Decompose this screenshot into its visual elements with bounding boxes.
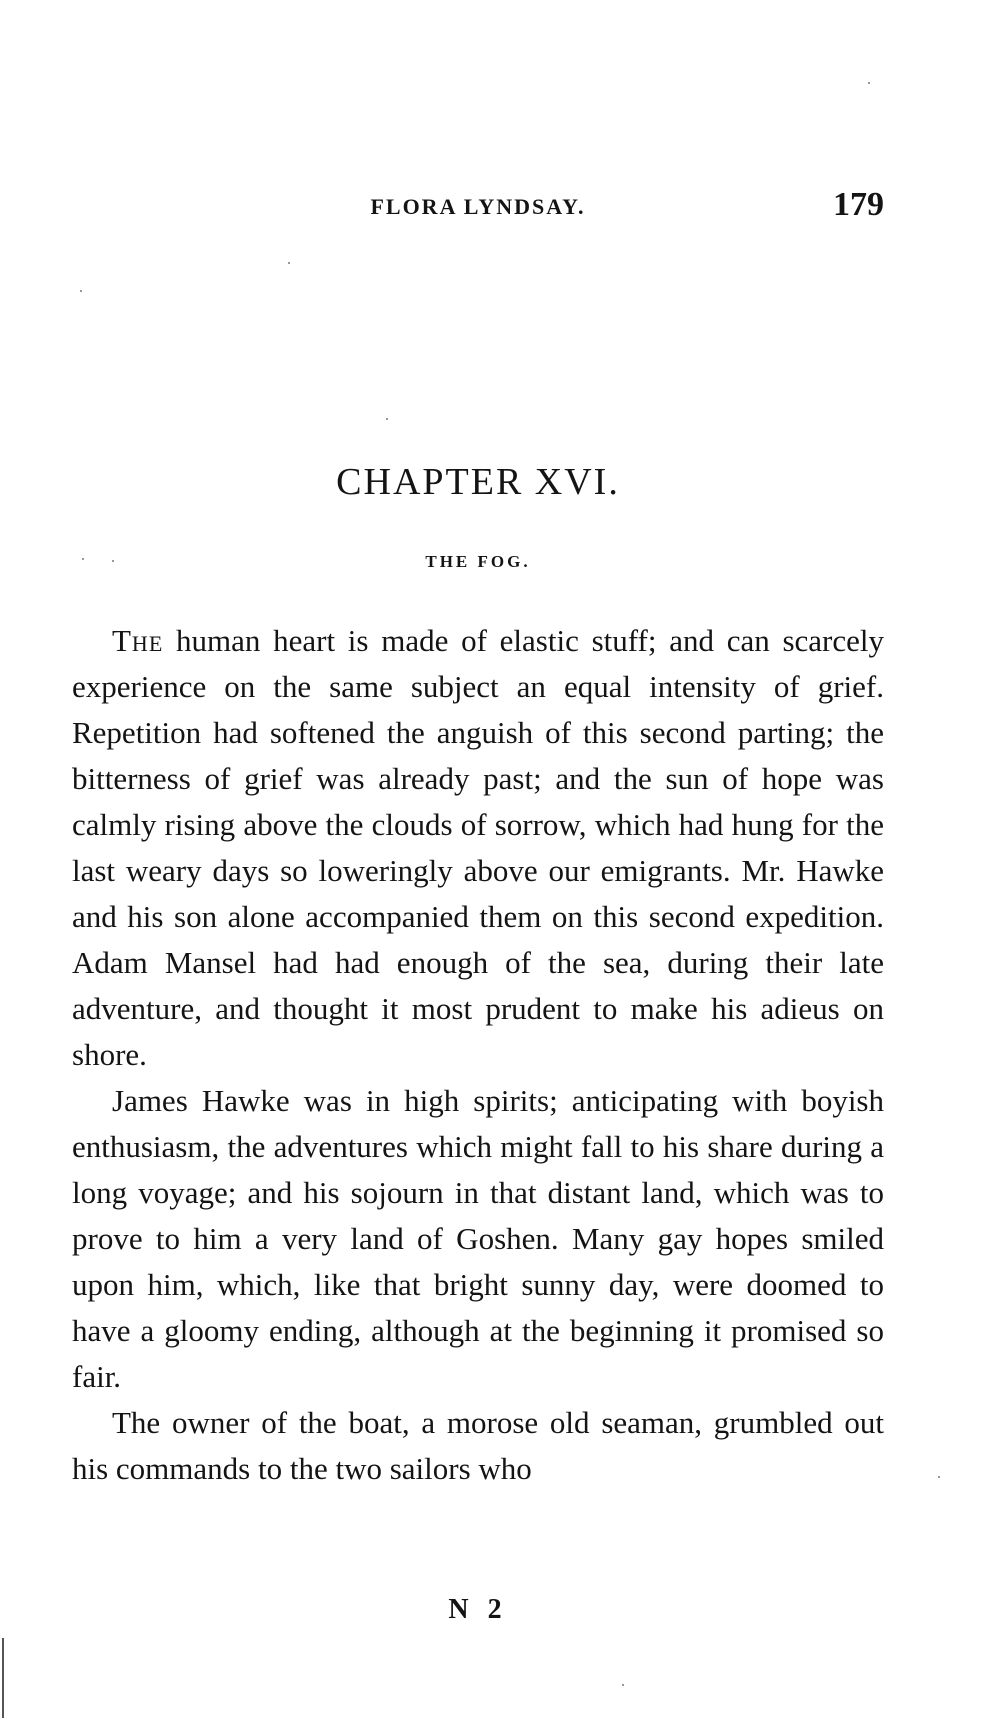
scan-speck [868, 82, 870, 84]
scan-speck [80, 290, 82, 292]
running-head [72, 186, 884, 230]
scan-speck [386, 418, 388, 420]
scan-speck [82, 558, 84, 560]
scan-speck [938, 1476, 940, 1478]
paragraph-1 [72, 618, 884, 1078]
paragraph-1-text: human heart is made of elastic stuff; and can scarcely experience on the same subject an equal intensity of grief. Repetition had softened the anguish of this second parting; the bitterness of grief was already past; and the sun of hope was calmly rising above the clouds of sorrow, which had hung for the last weary days so loweringly above our emigrants. Mr. Hawke and his son alone accompanied them on this second expedition. Adam Mansel had had enough of the sea, during their late adventure, and thought it most prudent to make his adieus on shore. [72, 623, 884, 1072]
paragraph-2: James Hawke was in high spirits; anticipating with boyish enthusiasm, the adventures which might fall to his share during a long voyage; and his sojourn in that distant land, which was to prove to him a very land of Goshen. Many gay hopes smiled upon him, which, like that bright sunny day, were doomed to have a gloomy ending, although at the beginning it promised so fair. [72, 1083, 884, 1394]
scan-speck [622, 1684, 624, 1686]
chapter-subtitle: THE FOG. [425, 552, 531, 571]
body-text [72, 618, 884, 1492]
scan-edge-line [2, 1638, 4, 1718]
scan-speck [288, 262, 290, 264]
running-title: FLORA LYNDSAY. [370, 194, 586, 219]
paragraph-1-lead-word: The [112, 623, 164, 658]
chapter-heading: CHAPTER XVI. [336, 461, 620, 503]
signature-mark: N 2 [448, 1594, 508, 1625]
page-number: 179 [833, 186, 884, 223]
scan-speck [112, 560, 114, 562]
paragraph-3: The owner of the boat, a morose old seaman, grumbled out his commands to the two sailors who [72, 1405, 884, 1486]
